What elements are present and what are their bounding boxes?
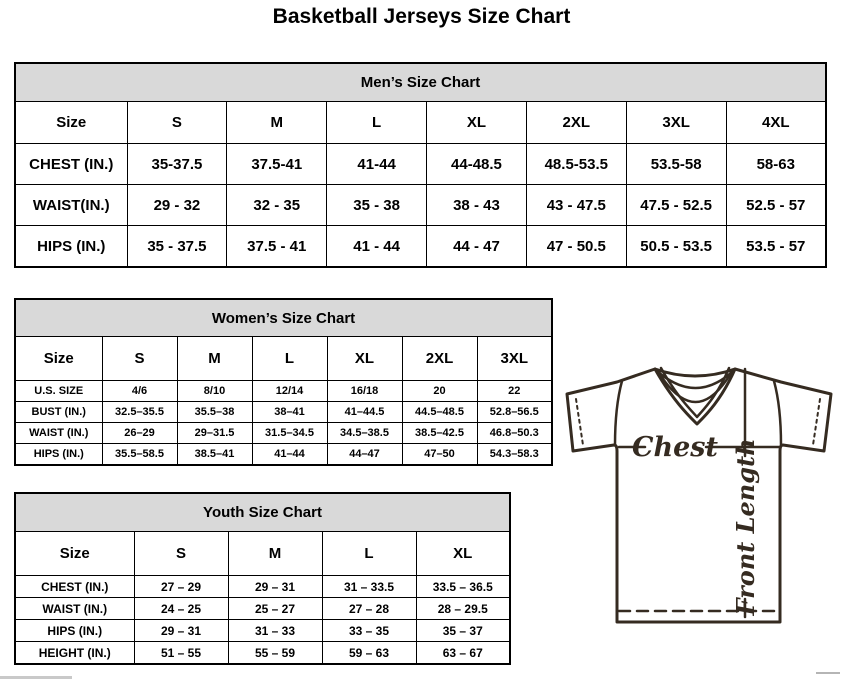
size-column-header: L [322,532,416,576]
measurement-cell: 33.5 – 36.5 [416,576,510,598]
size-column-header: 3XL [477,337,552,381]
size-header-label: Size [15,337,102,381]
measurement-cell: 25 – 27 [228,598,322,620]
measurement-cell: 35-37.5 [127,144,227,185]
size-column-header: S [134,532,228,576]
measurement-cell: 35 - 37.5 [127,226,227,268]
measurement-cell: 33 – 35 [322,620,416,642]
size-column-header: L [327,102,427,144]
measurement-cell: 46.8–50.3 [477,423,552,444]
size-column-header: 3XL [626,102,726,144]
measurement-cell: 27 – 28 [322,598,416,620]
front-length-label: Front Length [731,438,760,616]
size-column-header: XL [327,337,402,381]
measurement-row [15,144,826,185]
measurement-cell: 54.3–58.3 [477,444,552,466]
measurement-cell: 48.5-53.5 [526,144,626,185]
row-label: HEIGHT (IN.) [15,642,134,665]
measurement-row [15,185,826,226]
measurement-cell: 22 [477,381,552,402]
measurement-cell: 38.5–42.5 [402,423,477,444]
measurement-cell: 47 - 50.5 [526,226,626,268]
measurement-cell: 28 – 29.5 [416,598,510,620]
row-label: CHEST (IN.) [15,576,134,598]
measurement-cell: 43 - 47.5 [526,185,626,226]
measurement-cell: 58-63 [726,144,826,185]
scrollbar-fragment-right [816,672,840,674]
size-header-row [15,532,510,576]
size-header-row [15,102,826,144]
measurement-cell: 29 – 31 [134,620,228,642]
measurement-cell: 53.5-58 [626,144,726,185]
measurement-cell: 31 – 33 [228,620,322,642]
row-label: CHEST (IN.) [15,144,127,185]
measurement-row [15,598,510,620]
measurement-cell: 34.5–38.5 [327,423,402,444]
measurement-row [15,381,552,402]
row-label: HIPS (IN.) [15,620,134,642]
measurement-cell: 44.5–48.5 [402,402,477,423]
measurement-cell: 32 - 35 [227,185,327,226]
size-column-header: XL [427,102,527,144]
jersey-diagram-svg [555,355,843,645]
measurement-cell: 29 – 31 [228,576,322,598]
measurement-cell: 47.5 - 52.5 [626,185,726,226]
measurement-cell: 35 - 38 [327,185,427,226]
chest-label: Chest [632,432,718,463]
measurement-cell: 26–29 [102,423,177,444]
measurement-cell: 31.5–34.5 [252,423,327,444]
measurement-cell: 41–44.5 [327,402,402,423]
youth-size-table [14,492,511,665]
measurement-cell: 44-48.5 [427,144,527,185]
measurement-row [15,576,510,598]
measurement-cell: 59 – 63 [322,642,416,665]
measurement-row [15,402,552,423]
measurement-cell: 29–31.5 [177,423,252,444]
measurement-cell: 53.5 - 57 [726,226,826,268]
measurement-cell: 16/18 [327,381,402,402]
size-column-header: L [252,337,327,381]
measurement-cell: 37.5-41 [227,144,327,185]
measurement-cell: 52.8–56.5 [477,402,552,423]
measurement-cell: 38–41 [252,402,327,423]
measurement-cell: 50.5 - 53.5 [626,226,726,268]
measurement-cell: 8/10 [177,381,252,402]
measurement-cell: 38.5–41 [177,444,252,466]
measurement-cell: 32.5–35.5 [102,402,177,423]
left-cuff-stitch [576,399,583,445]
row-label: WAIST (IN.) [15,598,134,620]
right-cuff-stitch [813,399,820,445]
jersey-outline-group [567,368,831,622]
size-column-header: 4XL [726,102,826,144]
measurement-cell: 44 - 47 [427,226,527,268]
row-label: BUST (IN.) [15,402,102,423]
measurement-cell: 37.5 - 41 [227,226,327,268]
womens-size-chart-section [14,298,553,466]
size-header-label: Size [15,102,127,144]
measurement-row [15,423,552,444]
jersey-measurement-diagram [555,355,843,645]
measurement-cell: 41 - 44 [327,226,427,268]
measurement-cell: 20 [402,381,477,402]
measurement-cell: 63 – 67 [416,642,510,665]
measurement-cell: 35.5–58.5 [102,444,177,466]
table-title: Youth Size Chart [15,493,510,532]
measurement-cell: 52.5 - 57 [726,185,826,226]
size-column-header: M [227,102,327,144]
row-label: U.S. SIZE [15,381,102,402]
measurement-cell: 35.5–38 [177,402,252,423]
measurement-row [15,642,510,665]
table-title-row [15,299,552,337]
measurement-cell: 38 - 43 [427,185,527,226]
jersey-body-outline [567,369,831,622]
womens-size-table [14,298,553,466]
size-column-header: M [177,337,252,381]
mens-size-table [14,62,827,268]
measurement-cell: 47–50 [402,444,477,466]
measurement-cell: 55 – 59 [228,642,322,665]
row-label: WAIST(IN.) [15,185,127,226]
measurement-cell: 4/6 [102,381,177,402]
right-sleeve-seam [774,381,781,445]
measurement-cell: 31 – 33.5 [322,576,416,598]
table-title: Men’s Size Chart [15,63,826,102]
table-title-row [15,63,826,102]
mens-size-chart-section [14,62,827,268]
size-column-header: S [127,102,227,144]
size-column-header: 2XL [526,102,626,144]
measurement-cell: 44–47 [327,444,402,466]
measurement-cell: 29 - 32 [127,185,227,226]
size-column-header: M [228,532,322,576]
youth-size-chart-section [14,492,511,665]
measurement-row [15,226,826,268]
measurement-cell: 24 – 25 [134,598,228,620]
table-title-row [15,493,510,532]
measurement-cell: 12/14 [252,381,327,402]
page-title: Basketball Jerseys Size Chart [272,5,571,28]
table-title: Women’s Size Chart [15,299,552,337]
row-label: HIPS (IN.) [15,226,127,268]
measurement-cell: 41-44 [327,144,427,185]
measurement-cell: 41–44 [252,444,327,466]
measurement-cell: 51 – 55 [134,642,228,665]
size-column-header: XL [416,532,510,576]
size-column-header: 2XL [402,337,477,381]
measurement-row [15,444,552,466]
measurement-cell: 35 – 37 [416,620,510,642]
measurement-cell: 27 – 29 [134,576,228,598]
measurement-row [15,620,510,642]
size-header-row [15,337,552,381]
size-column-header: S [102,337,177,381]
size-header-label: Size [15,532,134,576]
left-sleeve-seam [615,381,622,445]
row-label: HIPS (IN.) [15,444,102,466]
row-label: WAIST (IN.) [15,423,102,444]
